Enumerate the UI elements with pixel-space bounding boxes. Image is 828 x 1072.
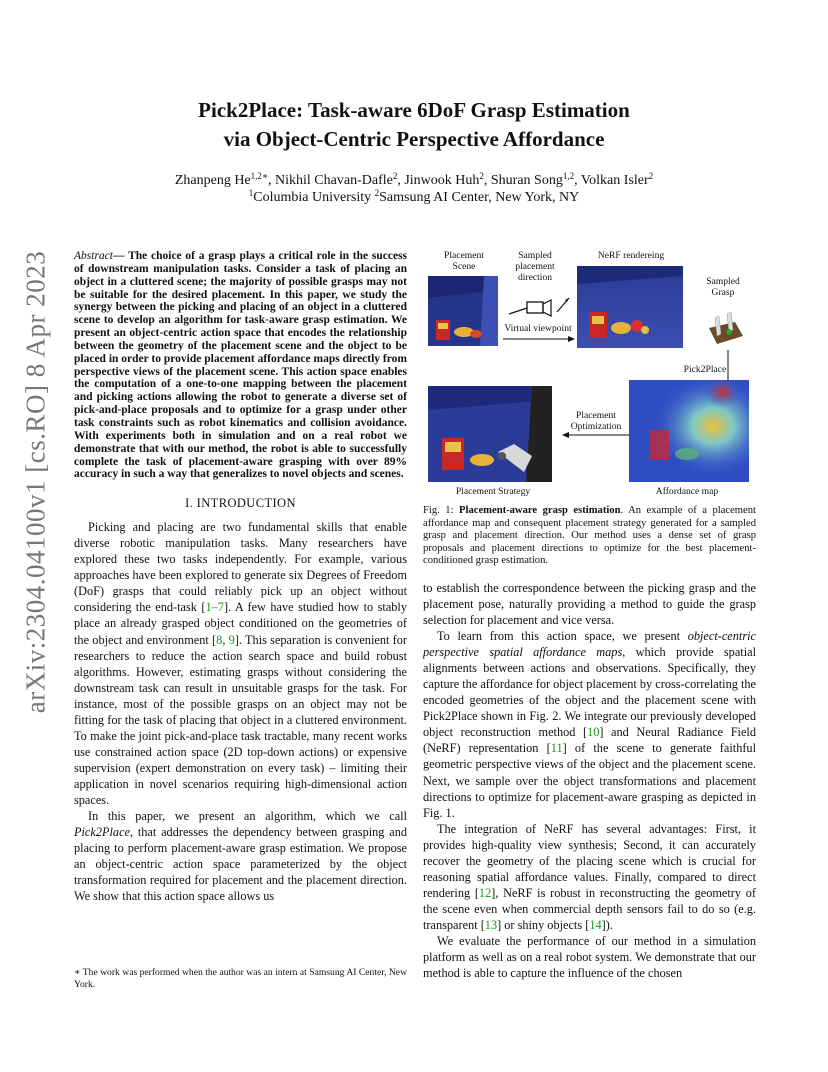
author-list: Zhanpeng $He^{1,2∗}$, Nikhil Chavan-Dafle$^2$, Jinwook Huh$^2$, Shuran Song$^{1,2}$, Volkan Isler$^2$ [174, 171, 654, 188]
paragraph: Picking and placing are two fundamental skills that enable diverse robotic manipulation tasks. Many researchers have explored these two tasks independently. For example, various approaches have been explored to generate six Degrees of Freedom (DoF) grasps that could reliably pick up an object without considering the end-task [1–7]. A few have studied how to stably place an already grasped object conditioned on the geometries of the object and environment [8, 9]. This separation is convenient for researchers to reduce the action search space and build robust algorithms. However, estimating grasps without considering the downstream task can result in unsuitable grasps for the task. For instance, most of the possible grasps on an object may not be fitting for the task of placing that object in a cluttered environment. To make the joint pick-and-place task tractable, many recent works use constrained action space (2D top-down actions) or expensive supervision (expert demonstration on every task) – limiting their application in novel scenarios requiring high-dimensional action spaces. [74, 520, 407, 807]
label-placement-optimization: Placement Optimization [570, 410, 622, 432]
label-placement-scene: Placement Scene [444, 250, 484, 272]
author-name: , Shuran Song [483, 173, 563, 188]
label-nerf-rendering: NeRF rendereing [597, 250, 665, 261]
footnote: ∗ The work was performed when the author was an intern at Samsung AI Center, New York. [74, 967, 407, 990]
paragraph: The integration of NeRF has several advantages: First, it provides high-quality view synthesis; Second, it can accurately recover the geometry of the placing scene which is crucial for reasoning spatial affordance values. Finally, compared to direct rendering [12], NeRF is robust in reconstructing the geometry of the scene even when commercial depth sensors fail to do so (e.g. transparent [13] or shiny objects [14]). [423, 821, 756, 932]
sampled-grasp-image [699, 308, 749, 352]
citation-link[interactable]: 10 [587, 725, 600, 740]
author-name: Zhanpeng He [174, 173, 251, 188]
citation-link[interactable]: 14 [589, 917, 602, 932]
abstract-label: Abstract [74, 250, 113, 262]
citation-link[interactable]: 11 [550, 741, 563, 756]
paragraph: In this paper, we present an algorithm, which we call Pick2Place, that addresses the dependency between grasping and placing to perform placement-aware grasp estimation. We propose an object-centric action space parameterized by the object transformation required for placement and the placement direction. We show that this action space allows us [74, 809, 407, 904]
label-affordance-map: Affordance map [655, 486, 719, 497]
paragraph: to establish the correspondence between the picking grasp and the placement pose, naturally providing a method to guide the grasp selection for placement and vice versa. [423, 580, 756, 628]
paragraph: We evaluate the performance of our method in a simulation platform as well as on a real robot system. We demonstrate that our method is able to capture the influence of the chosen [423, 934, 756, 981]
label-sampled-direction: Sampled placement direction [515, 250, 555, 283]
title-line-2: via Object-Centric Perspective Affordance [223, 127, 605, 151]
figure-1 [423, 250, 756, 500]
right-column [423, 250, 756, 981]
camera-direction-icon [505, 292, 575, 322]
title-line-1: Pick2Place: Task-aware 6DoF Grasp Estimation [198, 98, 630, 122]
placement-scene-image [428, 276, 498, 346]
nerf-rendering-image [577, 266, 683, 348]
paragraph: To learn from this action space, we present object-centric perspective spatial affordance maps, which provide spatial alignments between actions and observations. Specifically, they capture the affordance for object placement by cross-correlating the encoded geometries of the object and the placement scene with Pick2Place shown in Fig. 2. We integrate our previously developed object reconstruction method [10] and Neural Radiance Field (NeRF) representation [11] of the scene to generate faithful geometric perspective views of the object and the placement scene. Next, we sample over the object transformations and placement directions to optimize for placement-aware grasping as depicted in Fig. 1. [423, 629, 757, 820]
abstract: Abstract— The choice of a grasp plays a critical role in the success of downstream manipulation tasks. Consider a task of placing an object in a cluttered scene; the majority of possible grasps may not be suitable for the desired placement. In this paper, we study the synergy between the picking and placing of an object in a cluttered scene to develop an algorithm for task-aware grasp estimation. We present an object-centric action space that encodes the relationship between the geometry of the placement scene and the object to be placed in order to provide placement affordance maps directly from perspective views of the placement scene. This action space enables the computation of a one-to-one mapping between the placement and picking actions allowing the robot to generate a diverse set of pick-and-place proposals and to optimize for a grasp under other task constraints such as robot kinematics and collision avoidance. With experiments both in simulation and on a real robot we demonstrate that with our method, the robot is able to successfully complete the task of placement-aware grasping with over 89% accuracy in such a way that generalizes to novel objects and scenes. [74, 250, 407, 481]
paper-title [110, 96, 718, 154]
label-sampled-grasp: Sampled Grasp [706, 276, 740, 298]
citation-link[interactable]: 1 [205, 600, 212, 615]
author-name: , Nikhil Chavan-Dafle [268, 173, 393, 188]
arrow-left-icon [561, 430, 633, 440]
figure-caption: Fig. 1: Placement-aware grasp estimation. An example of a placement affordance map and consequent placement strategy generated for a sampled grasp and placement direction. Our method uses a dense set of grasp proposals and placement directions to optimize for the best placement-conditioned grasp estimation. [423, 505, 756, 567]
citation-link[interactable]: 8 [216, 632, 223, 647]
author-name: , Volkan Isler [574, 173, 649, 188]
label-pick2place: Pick2Place [683, 364, 727, 375]
affordance-map-image [629, 380, 749, 482]
author-name: , Jinwook Huh [397, 173, 480, 188]
label-placement-strategy: Placement Strategy [455, 486, 531, 497]
arrow-right-icon [501, 334, 577, 344]
placement-strategy-image [428, 386, 552, 482]
arxiv-stamp: arXiv:2304.04100v1 [cs.RO] 8 Apr 2023 [20, 250, 51, 714]
left-column [74, 250, 407, 904]
abstract-text: The choice of a grasp plays a critical role in the success of downstream manipulation tasks. Consider a task of placing an object in a cluttered scene; the majority of possible grasps may not be suitable for the desired placement. In this paper, we study the synergy between the picking and placing of an object in a cluttered scene to develop an algorithm for task-aware grasp estimation. We present an object-centric action space that encodes the relationship between the geometry of the placement scene and the object to be placed in order to provide placement affordance maps directly from perspective views of the placement scene. This action space enables the computation of a one-to-one mapping between the placement and picking actions allowing the robot to generate a diverse set of pick-and-place proposals and to optimize for a grasp under other task constraints such as robot kinematics and collision avoidance. With experiments both in simulation and on a real robot we demonstrate that with our method, the robot is able to successfully complete the task of placement-aware grasping with over 89% accuracy in such a way that generalizes to novel objects and scenes. [74, 250, 407, 481]
label-virtual-viewpoint: Virtual viewpoint [504, 323, 572, 334]
citation-link[interactable]: 7 [217, 600, 224, 615]
affiliations: $^1$Columbia University $^2$Samsung AI Center, New York, NY [248, 188, 580, 205]
citation-link[interactable]: 12 [478, 885, 492, 900]
citation-link[interactable]: 13 [484, 917, 498, 932]
citation-link[interactable]: 9 [228, 632, 235, 647]
section-heading: I. INTRODUCTION [185, 496, 296, 511]
